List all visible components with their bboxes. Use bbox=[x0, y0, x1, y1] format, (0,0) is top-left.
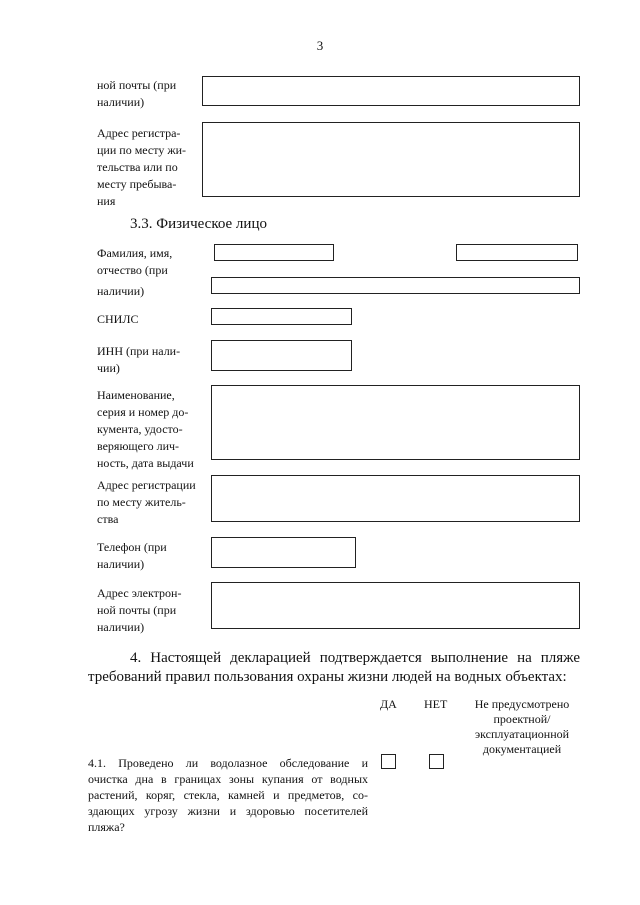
fio-label-line: наличии) bbox=[97, 284, 145, 298]
identity-document-label-line: веряющего лич- bbox=[97, 439, 180, 453]
identity-document-label-line: кумента, удосто- bbox=[97, 422, 183, 436]
registration-address-label-top-line: Адрес регистра- bbox=[97, 126, 181, 140]
email-label-top bbox=[97, 77, 207, 111]
inn-label bbox=[97, 343, 207, 377]
not-provided-column-header-line: проектной/ bbox=[493, 712, 551, 726]
fio-label-line: отчество (при bbox=[97, 263, 168, 277]
question-4-1-line: 4.1. Проведено ли водолазное обследование и bbox=[88, 756, 368, 770]
email-label-line: Адрес электрон- bbox=[97, 586, 182, 600]
identity-document-label-line: Наименование, bbox=[97, 388, 175, 402]
registration-address-label-line: ства bbox=[97, 512, 119, 526]
registration-address-label-top-line: ции по месту жи- bbox=[97, 143, 187, 157]
fio-label bbox=[97, 245, 207, 300]
email-field-top[interactable] bbox=[202, 76, 580, 106]
phone-label-line: Телефон (при bbox=[97, 540, 167, 554]
identity-document-label-line: ность, дата выдачи bbox=[97, 456, 194, 470]
page-number: 3 bbox=[316, 38, 324, 53]
question-4-1 bbox=[88, 755, 368, 835]
identity-document-field[interactable] bbox=[211, 385, 580, 460]
registration-address-field[interactable] bbox=[211, 475, 580, 522]
registration-address-label bbox=[97, 477, 212, 528]
section-4-intro-line: требований правил пользования охраны жизни людей на водных объектах: bbox=[88, 669, 567, 685]
registration-address-label-top-line: тельства или по bbox=[97, 160, 178, 174]
not-provided-column-header-line: эксплуатационной bbox=[474, 727, 570, 741]
registration-address-label-top-line: месту пребыва- bbox=[97, 177, 177, 191]
email-field[interactable] bbox=[211, 582, 580, 629]
question-4-1-line: очистка дна в границах зоны купания от водных bbox=[88, 772, 368, 786]
inn-label-line: ИНН (при нали- bbox=[97, 344, 181, 358]
registration-address-label-line: Адрес регистрации bbox=[97, 478, 196, 492]
email-label-top-line: ной почты (при bbox=[97, 78, 177, 92]
no-column-header: НЕТ bbox=[424, 697, 448, 711]
phone-label bbox=[97, 539, 207, 573]
section-3-3-heading: 3.3. Физическое лицо bbox=[130, 216, 267, 232]
snils-label: СНИЛС bbox=[97, 312, 139, 326]
question-4-1-line: пляжа? bbox=[88, 820, 125, 834]
inn-field[interactable] bbox=[211, 340, 352, 371]
email-label-line: наличии) bbox=[97, 620, 145, 634]
identity-document-label bbox=[97, 387, 217, 472]
not-provided-column-header-line: Не предусмотрено bbox=[474, 697, 570, 711]
yes-column-header: ДА bbox=[380, 697, 397, 711]
email-label bbox=[97, 585, 207, 636]
email-label-top-line: наличии) bbox=[97, 95, 145, 109]
question-4-1-yes-checkbox[interactable] bbox=[381, 754, 396, 769]
name-field[interactable] bbox=[456, 244, 578, 261]
section-4-intro-line: 4. Настоящей декларацией подтверждается выполнение на пляже bbox=[130, 650, 580, 666]
snils-field[interactable] bbox=[211, 308, 352, 325]
registration-address-field-top[interactable] bbox=[202, 122, 580, 197]
patronymic-field[interactable] bbox=[211, 277, 580, 294]
registration-address-label-line: по месту житель- bbox=[97, 495, 186, 509]
identity-document-label-line: серия и номер до- bbox=[97, 405, 189, 419]
question-4-1-line: растений, коряг, стекла, камней и предметов, со- bbox=[88, 788, 368, 802]
question-4-1-no-checkbox[interactable] bbox=[429, 754, 444, 769]
not-provided-column-header bbox=[462, 697, 582, 757]
inn-label-line: чии) bbox=[97, 361, 120, 375]
surname-field[interactable] bbox=[214, 244, 334, 261]
registration-address-label-top-line: ния bbox=[97, 194, 116, 208]
section-4-intro bbox=[88, 649, 580, 687]
fio-label-line: Фамилия, имя, bbox=[97, 246, 173, 260]
phone-label-line: наличии) bbox=[97, 557, 145, 571]
email-label-line: ной почты (при bbox=[97, 603, 177, 617]
question-4-1-line: здающих угрозу жизни и здоровью посетителей bbox=[88, 804, 368, 818]
not-provided-column-header-line: документацией bbox=[482, 742, 562, 756]
phone-field[interactable] bbox=[211, 537, 356, 568]
registration-address-label-top bbox=[97, 125, 207, 210]
